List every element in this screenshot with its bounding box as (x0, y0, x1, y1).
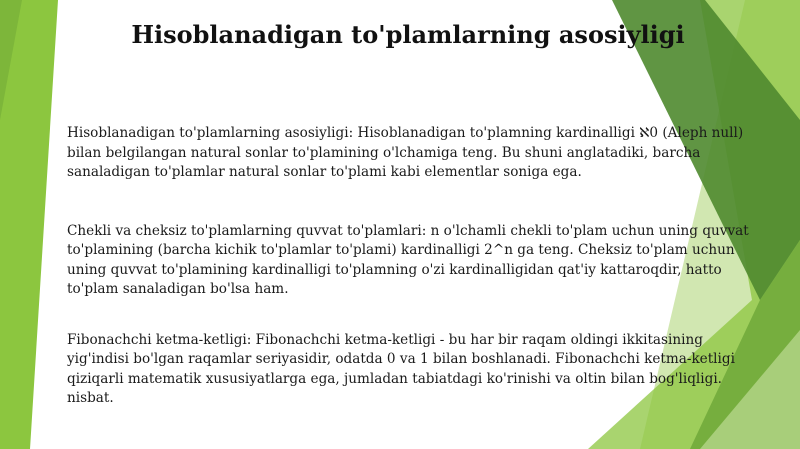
paragraph-power-sets: Chekli va cheksiz to'plamlarning quvvat to'plamlari: n o'lchamli chekli to'plam uchun uning quvvat to'plamining (barcha kichik to'plamlar to'plami) kardinalligi 2^n ga teng. Cheksiz to'plam uchun uning quvvat to'plamining kardinalligi to'plamning o'zi kardinalligidan qat'iy kattaroqdir, hatto to'plam sanaladigan bo'lsa ham. (67, 222, 749, 297)
slide-body (67, 124, 767, 409)
paragraph-countable-sets: Hisoblanadigan to'plamlarning asosiyligi: Hisoblanadigan to'plamning kardinalligi ℵ0 (Aleph null) bilan belgilangan natural sonlar to'plamining o'lchamiga teng. Bu shuni anglatadiki, barcha sanaladigan to'plamlar natural sonlar to'plami kabi elementlar soniga ega. (67, 125, 744, 180)
slide-title: Hisoblanadigan to'plamlarning asosiyligi (131, 20, 685, 49)
paragraph-fibonacci: Fibonachchi ketma-ketligi: Fibonachchi ketma-ketligi - bu har bir raqam oldingi ikkitasining yig'indisi bo'lgan raqamlar seriyasidir, odatda 0 va 1 bilan boshlanadi. Fibonachchi ketma-ketligi qiziqarli matematik xususiyatlarga ega, jumladan tabiatdagi ko'rinishi va oltin bilan bog'liqligi. nisbat. (67, 331, 735, 406)
